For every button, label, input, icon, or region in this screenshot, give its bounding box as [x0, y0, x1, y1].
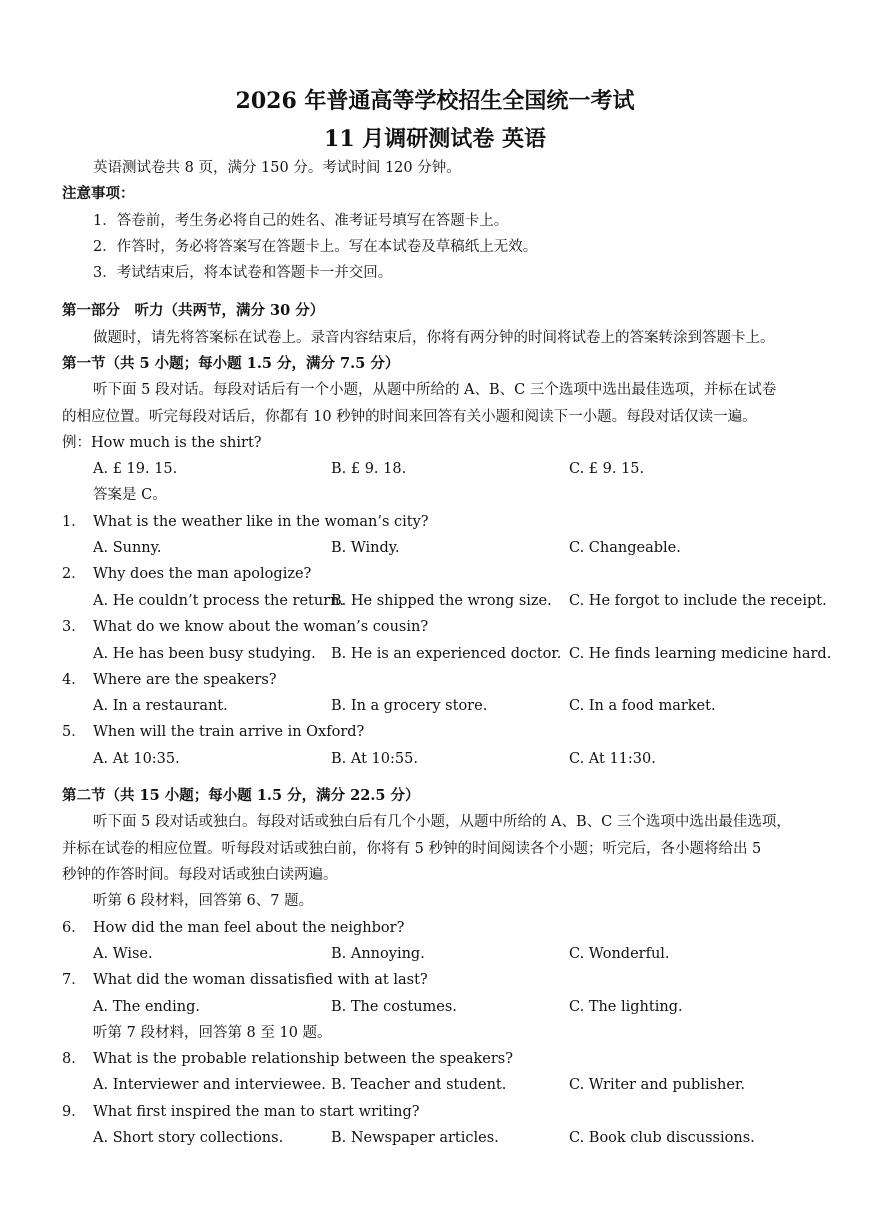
- option-b: B. In a grocery store.: [331, 698, 488, 714]
- material-note: 听第 6 段材料，回答第 6、7 题。: [93, 893, 314, 909]
- notice-item: 1．答卷前，考生务必将自己的姓名、准考证号填写在答题卡上。: [93, 213, 509, 229]
- option-b: B. At 10:55.: [331, 751, 418, 767]
- question-number: 3．: [62, 619, 86, 635]
- question-text: How did the man feel about the neighbor?: [93, 920, 405, 936]
- section2-instruction: 并标在试卷的相应位置。听每段对话或独白前，你将有 5 秒钟的时间阅读各个小题；听完后，各小题将给出 5: [62, 841, 762, 857]
- section2-instruction: 听下面 5 段对话或独白。每段对话或独白后有几个小题，从题中所给的 A、B、C 三个选项中选出最佳选项，: [93, 814, 791, 830]
- example-option-c: C. £ 9. 15.: [569, 461, 645, 477]
- option-a: A. The ending.: [93, 999, 200, 1015]
- example-option-b: B. £ 9. 18.: [331, 461, 407, 477]
- option-a: A. Sunny.: [93, 540, 162, 556]
- option-a: A. In a restaurant.: [93, 698, 228, 714]
- question-text: What first inspired the man to start writing?: [93, 1104, 420, 1120]
- question-number: 4．: [62, 672, 86, 688]
- question-number: 7．: [62, 972, 86, 988]
- question-number: 2．: [62, 566, 86, 582]
- question-number: 9．: [62, 1104, 86, 1120]
- section1-instruction: 的相应位置。听完每段对话后，你都有 10 秒钟的时间来回答有关小题和阅读下一小题。每段对话仅读一遍。: [62, 409, 757, 425]
- option-b: B. Newspaper articles.: [331, 1130, 499, 1146]
- option-a: A. At 10:35.: [93, 751, 180, 767]
- option-c: C. He finds learning medicine hard.: [569, 646, 832, 662]
- question-number: 8．: [62, 1051, 86, 1067]
- option-b: B. He shipped the wrong size.: [331, 593, 552, 609]
- question-number: 5．: [62, 724, 86, 740]
- option-c: C. Book club discussions.: [569, 1130, 755, 1146]
- question-number: 6．: [62, 920, 86, 936]
- option-c: C. At 11:30.: [569, 751, 656, 767]
- option-c: C. The lighting.: [569, 999, 683, 1015]
- question-text: What is the weather like in the woman’s city?: [93, 514, 429, 530]
- example-option-a: A. £ 19. 15.: [93, 461, 178, 477]
- option-b: B. Teacher and student.: [331, 1077, 507, 1093]
- option-a: A. Short story collections.: [93, 1130, 284, 1146]
- part1-instruction: 做题时，请先将答案标在试卷上。录音内容结束后，你将有两分钟的时间将试卷上的答案转涂到答题卡上。: [93, 330, 775, 346]
- section2-instruction: 秒钟的作答时间。每段对话或独白读两遍。: [62, 867, 338, 883]
- option-c: C. Writer and publisher.: [569, 1077, 745, 1093]
- option-b: B. Windy.: [331, 540, 400, 556]
- question-text: Where are the speakers?: [93, 672, 277, 688]
- intro-text: 英语测试卷共 8 页，满分 150 分。考试时间 120 分钟。: [93, 160, 461, 176]
- exam-subtitle: 11 月调研测试卷 英语: [324, 126, 546, 152]
- material-note: 听第 7 段材料，回答第 8 至 10 题。: [93, 1025, 332, 1041]
- option-c: C. He forgot to include the receipt.: [569, 593, 827, 609]
- section1-instruction: 听下面 5 段对话。每段对话后有一个小题，从题中所给的 A、B、C 三个选项中选出最佳选项，并标在试卷: [93, 382, 777, 398]
- option-c: C. In a food market.: [569, 698, 716, 714]
- question-text: When will the train arrive in Oxford?: [93, 724, 365, 740]
- question-text: Why does the man apologize?: [93, 566, 312, 582]
- option-b: B. Annoying.: [331, 946, 425, 962]
- notice-item: 3．考试结束后，将本试卷和答题卡一并交回。: [93, 265, 393, 281]
- exam-title: 2026 年普通高等学校招生全国统一考试: [235, 88, 635, 114]
- option-c: C. Changeable.: [569, 540, 681, 556]
- question-number: 1．: [62, 514, 86, 530]
- option-a: A. He couldn’t process the return.: [93, 593, 345, 609]
- section2-heading: 第二节（共 15 小题；每小题 1.5 分，满分 22.5 分）: [62, 787, 420, 804]
- option-c: C. Wonderful.: [569, 946, 670, 962]
- part1-heading: 第一部分 听力（共两节，满分 30 分）: [62, 302, 325, 319]
- option-b: B. The costumes.: [331, 999, 457, 1015]
- question-text: What did the woman dissatisfied with at last?: [93, 972, 428, 988]
- option-a: A. Wise.: [93, 946, 153, 962]
- option-b: B. He is an experienced doctor.: [331, 646, 562, 662]
- example-question: 例：How much is the shirt?: [62, 435, 262, 451]
- question-text: What do we know about the woman’s cousin?: [93, 619, 429, 635]
- example-answer: 答案是 C。: [93, 487, 167, 503]
- notice-heading: 注意事项：: [62, 185, 135, 202]
- notice-item: 2．作答时，务必将答案写在答题卡上。写在本试卷及草稿纸上无效。: [93, 239, 538, 255]
- section1-heading: 第一节（共 5 小题；每小题 1.5 分，满分 7.5 分）: [62, 355, 400, 372]
- option-a: A. He has been busy studying.: [93, 646, 316, 662]
- option-a: A. Interviewer and interviewee.: [93, 1077, 326, 1093]
- question-text: What is the probable relationship between the speakers?: [93, 1051, 514, 1067]
